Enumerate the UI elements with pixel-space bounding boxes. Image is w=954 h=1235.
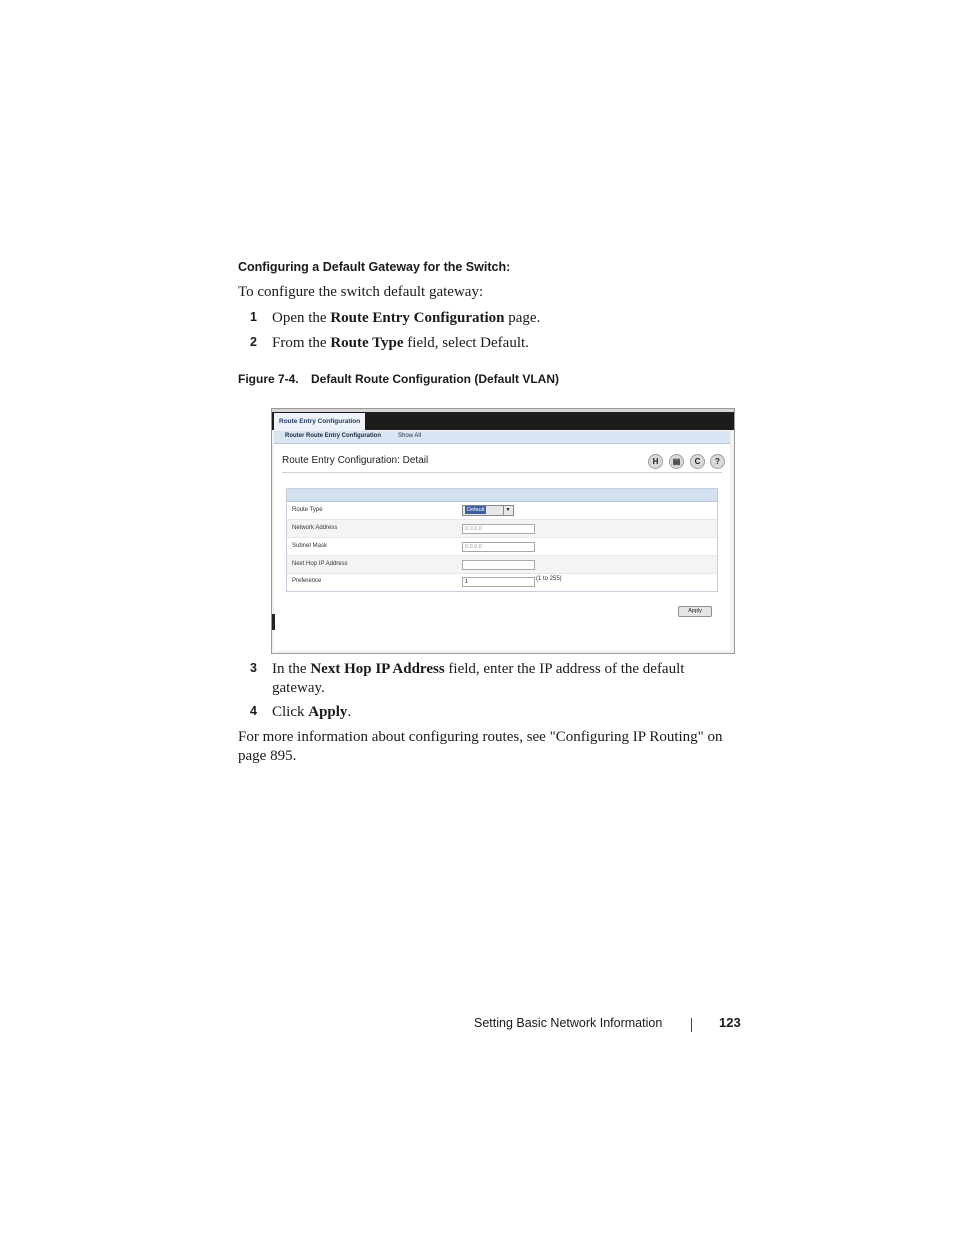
subtab-router-route-entry[interactable]: Router Route Entry Configuration [285,433,381,439]
step-text: Click Apply. [272,704,352,720]
step-number: 2 [250,335,257,349]
save-icon[interactable]: H [648,454,663,469]
closing-paragraph: For more information about configuring routes, see "Configuring IP Routing" on page 895. [238,729,723,764]
panel-header [287,489,717,502]
field-label: Next Hop IP Address [292,561,348,567]
subtab-show-all[interactable]: Show All [398,433,422,439]
preference-input[interactable]: 1 [462,577,535,587]
frame-edge-mark [272,614,275,630]
next-hop-ip-input[interactable] [462,560,535,570]
field-label: Route Type [292,507,323,513]
tab-route-entry-configuration[interactable]: Route Entry Configuration [274,413,365,431]
figure-label: Figure 7-4. [238,372,299,386]
chevron-down-icon: ▼ [503,506,512,515]
field-label: Network Address [292,525,338,531]
footer-separator [691,1018,692,1032]
form-panel [286,488,718,592]
step-number: 4 [250,704,257,718]
subnet-mask-input[interactable]: 0.0.0.0 [462,542,535,552]
field-label: Subnet Mask [292,543,328,549]
field-row-route-type [287,502,717,520]
apply-button[interactable]: Apply [678,606,712,617]
field-row-network-address [287,520,717,538]
footer-chapter-title: Setting Basic Network Information [474,1016,663,1030]
step-text: From the Route Type field, select Default. [272,335,529,351]
field-row-subnet-mask [287,538,717,556]
intro-text: To configure the switch default gateway: [238,284,484,300]
page-number: 123 [719,1015,741,1030]
step-text: In the Next Hop IP Address field, enter the IP address of the default gateway. [272,661,685,696]
network-address-input[interactable]: 0.0.0.0 [462,524,535,534]
step-number: 1 [250,310,257,324]
embedded-screenshot [271,408,735,654]
step-text: Open the Route Entry Configuration page. [272,310,541,326]
screenshot-content [274,444,730,650]
field-label: Preference [292,578,322,584]
field-row-next-hop [287,556,717,574]
help-icon[interactable]: ? [710,454,725,469]
preference-range-hint: (1 to 255) [536,576,562,582]
subtab-bar [274,431,730,444]
refresh-icon[interactable]: C [690,454,705,469]
title-divider [282,472,722,473]
figure-caption [238,372,559,386]
print-icon[interactable]: ▤ [669,454,684,469]
step-number: 3 [250,661,257,675]
section-heading: Configuring a Default Gateway for the Switch: [238,260,511,274]
page-title: Route Entry Configuration: Detail [282,455,429,466]
field-row-preference [287,573,717,590]
figure-title: Default Route Configuration (Default VLAN) [311,372,559,386]
route-type-select[interactable]: Default ▼ [462,505,514,516]
